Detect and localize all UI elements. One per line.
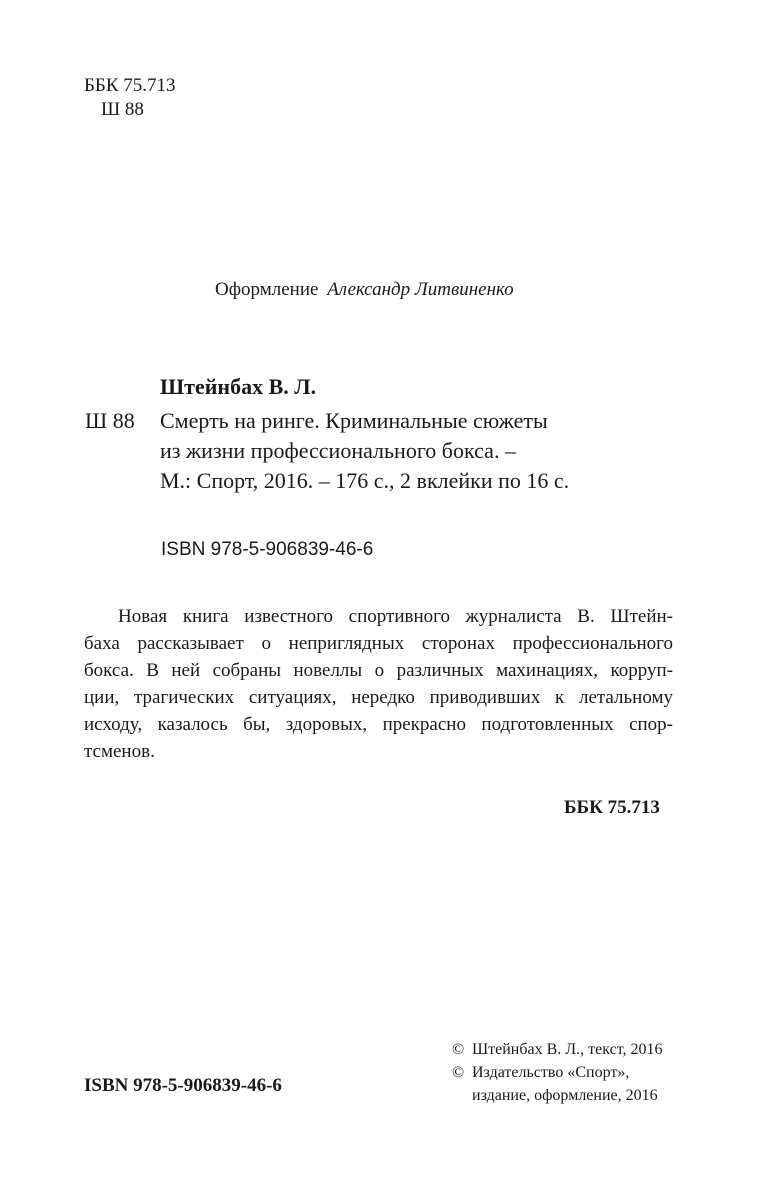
bbk-code-bottom: ББК 75.713 (564, 797, 660, 818)
catalog-author-mark: Ш 88 (85, 408, 135, 433)
annotation-line: баха рассказывает о неприглядных сторонах профессионального (84, 633, 673, 654)
catalog-author: Штейнбах В. Л. (160, 374, 317, 399)
catalog-description (160, 406, 569, 496)
isbn-catalog: ISBN 978-5-906839-46-6 (161, 539, 374, 560)
annotation-line: Новая книга известного спортивного журналиста В. Штейн- (118, 606, 673, 627)
copyright-symbol: © (452, 1064, 465, 1081)
design-credit (215, 279, 514, 301)
copyright-symbol: © (452, 1041, 465, 1058)
annotation-line: ции, трагических ситуациях, нередко приводивших к летальному (84, 687, 673, 708)
catalog-line: Смерть на ринге. Криминальные сюжеты (160, 408, 548, 433)
bbk-code: ББК 75.713 (84, 75, 176, 96)
annotation-line: исходу, казалось бы, здоровых, прекрасно подготовленных спор- (84, 714, 673, 735)
designer-name: Александр Литвиненко (327, 279, 514, 300)
annotation-line: бокса. В ней собраны новеллы о различных махинациях, корруп- (84, 660, 673, 681)
catalog-line: М.: Спорт, 2016. – 176 с., 2 вклейки по 16 с. (160, 468, 570, 493)
bbk-classification-block (84, 74, 176, 122)
design-label: Оформление (215, 279, 319, 300)
copyright-author: Штейнбах В. Л., текст, 2016 (472, 1041, 663, 1058)
copyright-publisher-detail: издание, оформление, 2016 (472, 1087, 658, 1104)
catalog-line: из жизни профессионального бокса. – (160, 438, 516, 463)
annotation-paragraph (84, 603, 673, 765)
author-mark: Ш 88 (101, 99, 144, 120)
copyright-block (452, 1038, 662, 1107)
copyright-publisher: Издательство «Спорт», (472, 1064, 630, 1081)
annotation-line: тсменов. (84, 741, 155, 762)
isbn-bottom: ISBN 978-5-906839-46-6 (84, 1075, 282, 1096)
